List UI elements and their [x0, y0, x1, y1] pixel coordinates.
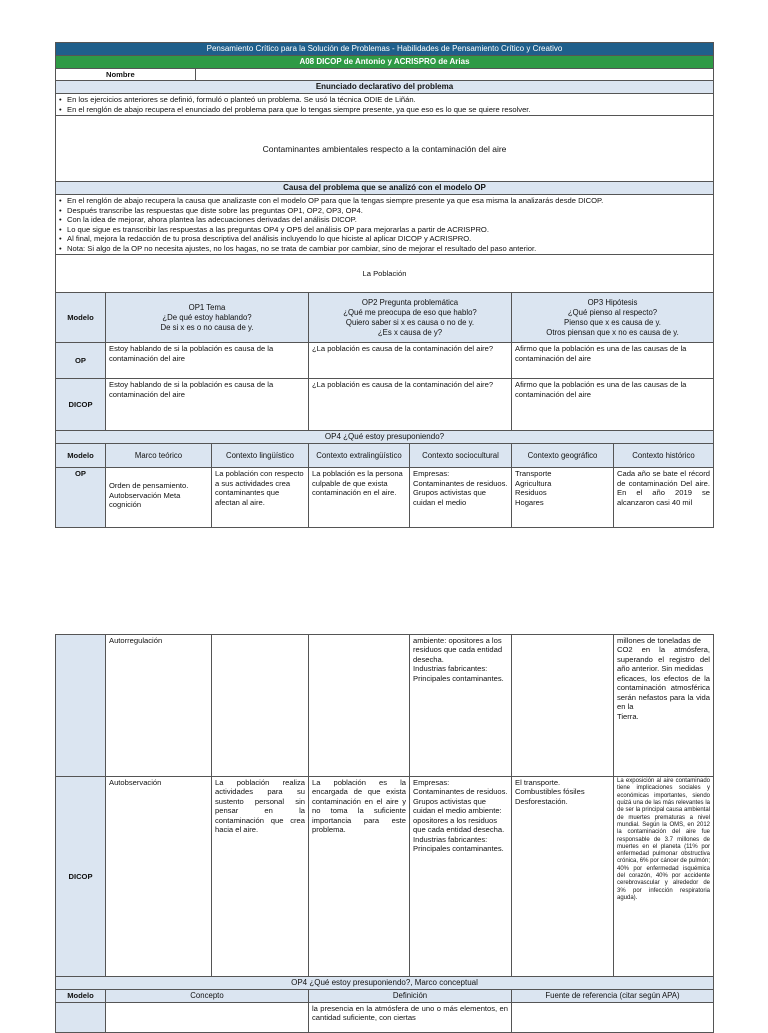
col-contexto-geografico: Contexto geográfico: [512, 444, 614, 468]
op4-title: OP4 ¿Qué estoy presuponiendo?: [56, 431, 714, 444]
col-contexto-linguistico: Contexto lingüístico: [212, 444, 309, 468]
geografico-cell: Transporte Agricultura Residuos Hogares: [512, 468, 614, 528]
extralinguistico-cell: La población es la persona culpable de que exista contaminación en el aire.: [309, 468, 410, 528]
geografico-cell: El transporte. Combustibles fósiles Desforestación.: [512, 777, 614, 977]
table-row: [56, 379, 714, 431]
problem-instructions: [58, 95, 711, 114]
table-row: [56, 1002, 714, 1032]
op1-header: OP1 Tema ¿De qué estoy hablando? De si x es o no causa de y.: [106, 293, 309, 343]
table-row: [56, 777, 714, 977]
cause-instructions: [58, 196, 711, 253]
op4-table: [55, 430, 714, 528]
activity-banner: A08 DICOP de Antonio y ACRISPRO de Arias: [56, 56, 714, 69]
col-modelo: Modelo: [56, 990, 106, 1003]
sociocultural-cell: Empresas: Contaminantes de residuos. Grupos activistas que cuidan el medio ambiente: opositores a los residuos que cada entidad desecha. Industrias fabricantes: Principales contaminantes.: [410, 777, 512, 977]
extralinguistico-cell: La población es la encargada de que exista contaminación en el aire y no toma la suficiente importancia para este problema.: [309, 777, 410, 977]
op1-answer: Estoy hablando de si la población es causa de la contaminación del aire: [106, 379, 309, 431]
model-header: Modelo: [56, 293, 106, 343]
col-fuente: Fuente de referencia (citar según APA): [512, 990, 714, 1003]
header-table: [55, 42, 714, 293]
op4-continued-table: [55, 634, 714, 977]
instruction-item: • Nota: Si algo de la OP no necesita ajustes, no los hagas, no se trata de cambiar por cambiar, sino de mejorar el resultado del paso anterior.: [58, 244, 711, 253]
cause-title: Causa del problema que se analizó con el modelo OP: [56, 182, 714, 195]
model-cell: DICOP: [56, 379, 106, 431]
problem-title: Enunciado declarativo del problema: [56, 81, 714, 94]
model-cell: DICOP: [56, 777, 106, 977]
instruction-item: • Lo que sigue es transcribir las respuestas a las preguntas OP4 y OP5 del análisis OP para mejorarlas a partir de ACRISPRO.: [58, 225, 711, 234]
col-modelo: Modelo: [56, 444, 106, 468]
definition-cell: la presencia en la atmósfera de uno o más elementos, en cantidad suficiente, con ciertas: [309, 1002, 512, 1032]
col-marco-teorico: Marco teórico: [106, 444, 212, 468]
instruction-item: • Después transcribe las respuestas que diste sobre las preguntas OP1, OP2, OP3, OP4.: [58, 206, 711, 215]
historico-cell: La exposición al aire contaminado tiene implicaciones sociales y económicas importantes, siendo quizá una de las más relevantes la de ser la principal causa ambiental de muertes prematuras a nivel mundial. Según la OMS, en 2012 la contaminación del aire fue responsable de 3.7 millones de muertes en el planeta (11% por enfermedad pulmonar obstructiva crónica, 6% por cáncer de pulmón; 40% por enfermedad isquémica del corazón, 40% por accidente cerebrovascular y alrededor de 3% por infección respiratoria aguda).: [614, 777, 714, 977]
marco-conceptual-table: [55, 976, 714, 1033]
historico-cell: millones de toneladas de CO2 en la atmósfera, superando el registro del año anterior. Sin medidas eficaces, los efectos de la contaminación atmosférica serán nefastos para la vida en la Tierra.: [614, 635, 714, 777]
col-contexto-sociocultural: Contexto sociocultural: [410, 444, 512, 468]
sociocultural-cell: ambiente: opositores a los residuos que cada entidad desecha. Industrias fabricantes: Principales contaminantes.: [410, 635, 512, 777]
col-contexto-extralinguistico: Contexto extralingüístico: [309, 444, 410, 468]
marco-cell: Autobservación: [106, 777, 212, 977]
course-banner: Pensamiento Crítico para la Solución de Problemas - Habilidades de Pensamiento Crítico y Creativo: [56, 43, 714, 56]
op-table: [55, 292, 714, 431]
sociocultural-cell: Empresas: Contaminantes de residuos. Grupos activistas que cuidan el medio: [410, 468, 512, 528]
op3-answer: Afirmo que la población es una de las causas de la contaminación del aire: [512, 379, 714, 431]
page-1: [55, 42, 714, 528]
op1-answer: Estoy hablando de si la población es causa de la contaminación del aire: [106, 343, 309, 379]
col-contexto-historico: Contexto histórico: [614, 444, 714, 468]
col-definicion: Definición: [309, 990, 512, 1003]
marco-cell: Orden de pensamiento. Autobservación Meta cognición: [106, 468, 212, 528]
linguistico-cell: La población realiza actividades para su sustento personal sin pensar en la contaminación que crea hacia el aire.: [212, 777, 309, 977]
op2-answer: ¿La población es causa de la contaminación del aire?: [309, 343, 512, 379]
op2-answer: ¿La población es causa de la contaminación del aire?: [309, 379, 512, 431]
op3-header: OP3 Hipótesis ¿Qué pienso al respecto? Pienso que x es causa de y. Otros piensan que x no es causa de y.: [512, 293, 714, 343]
marco-conceptual-title: OP4 ¿Qué estoy presuponiendo?, Marco conceptual: [56, 977, 714, 990]
op3-answer: Afirmo que la población es una de las causas de la contaminación del aire: [512, 343, 714, 379]
table-row: [56, 635, 714, 777]
cause-statement: La Población: [56, 255, 714, 293]
name-label: Nombre: [56, 69, 196, 81]
table-row: [56, 468, 714, 528]
linguistico-cell: La población con respecto a sus actividades crea contaminantes que afectan al aire.: [212, 468, 309, 528]
table-row: [56, 343, 714, 379]
marco-cell: Autorregulación: [106, 635, 212, 777]
col-concepto: Concepto: [106, 990, 309, 1003]
instruction-item: • En el renglón de abajo recupera la causa que analizaste con el modelo OP para que la tengas siempre presente ya que esa misma la analizarás desde DICOP.: [58, 196, 711, 205]
instruction-item: • Con la idea de mejorar, ahora plantea las adecuaciones derivadas del análisis DICOP.: [58, 215, 711, 224]
op2-header: OP2 Pregunta problemática ¿Qué me preocupa de eso que hablo? Quiero saber si x es causa o no de y. ¿Es x causa de y?: [309, 293, 512, 343]
name-value[interactable]: [196, 69, 714, 81]
model-cell: OP: [56, 468, 106, 528]
instruction-item: • En los ejercicios anteriores se definió, formuló o planteó un problema. Se usó la técnica ODIE de Liñán.: [58, 95, 711, 104]
model-cell: OP: [56, 343, 106, 379]
problem-statement: Contaminantes ambientales respecto a la contaminación del aire: [56, 116, 714, 182]
page-2: [55, 634, 714, 1033]
instruction-item: • En el renglón de abajo recupera el enunciado del problema para que lo tengas siempre presente, ya que eso es lo que se quiere resolver.: [58, 105, 711, 114]
historico-cell: Cada año se bate el récord de contaminación Del aire. En el año 2019 se alcanzaron casi 40 mil: [614, 468, 714, 528]
instruction-item: • Al final, mejora la redacción de tu prosa descriptiva del análisis incluyendo lo que hiciste al aplicar DICOP y ACRISPRO.: [58, 234, 711, 243]
